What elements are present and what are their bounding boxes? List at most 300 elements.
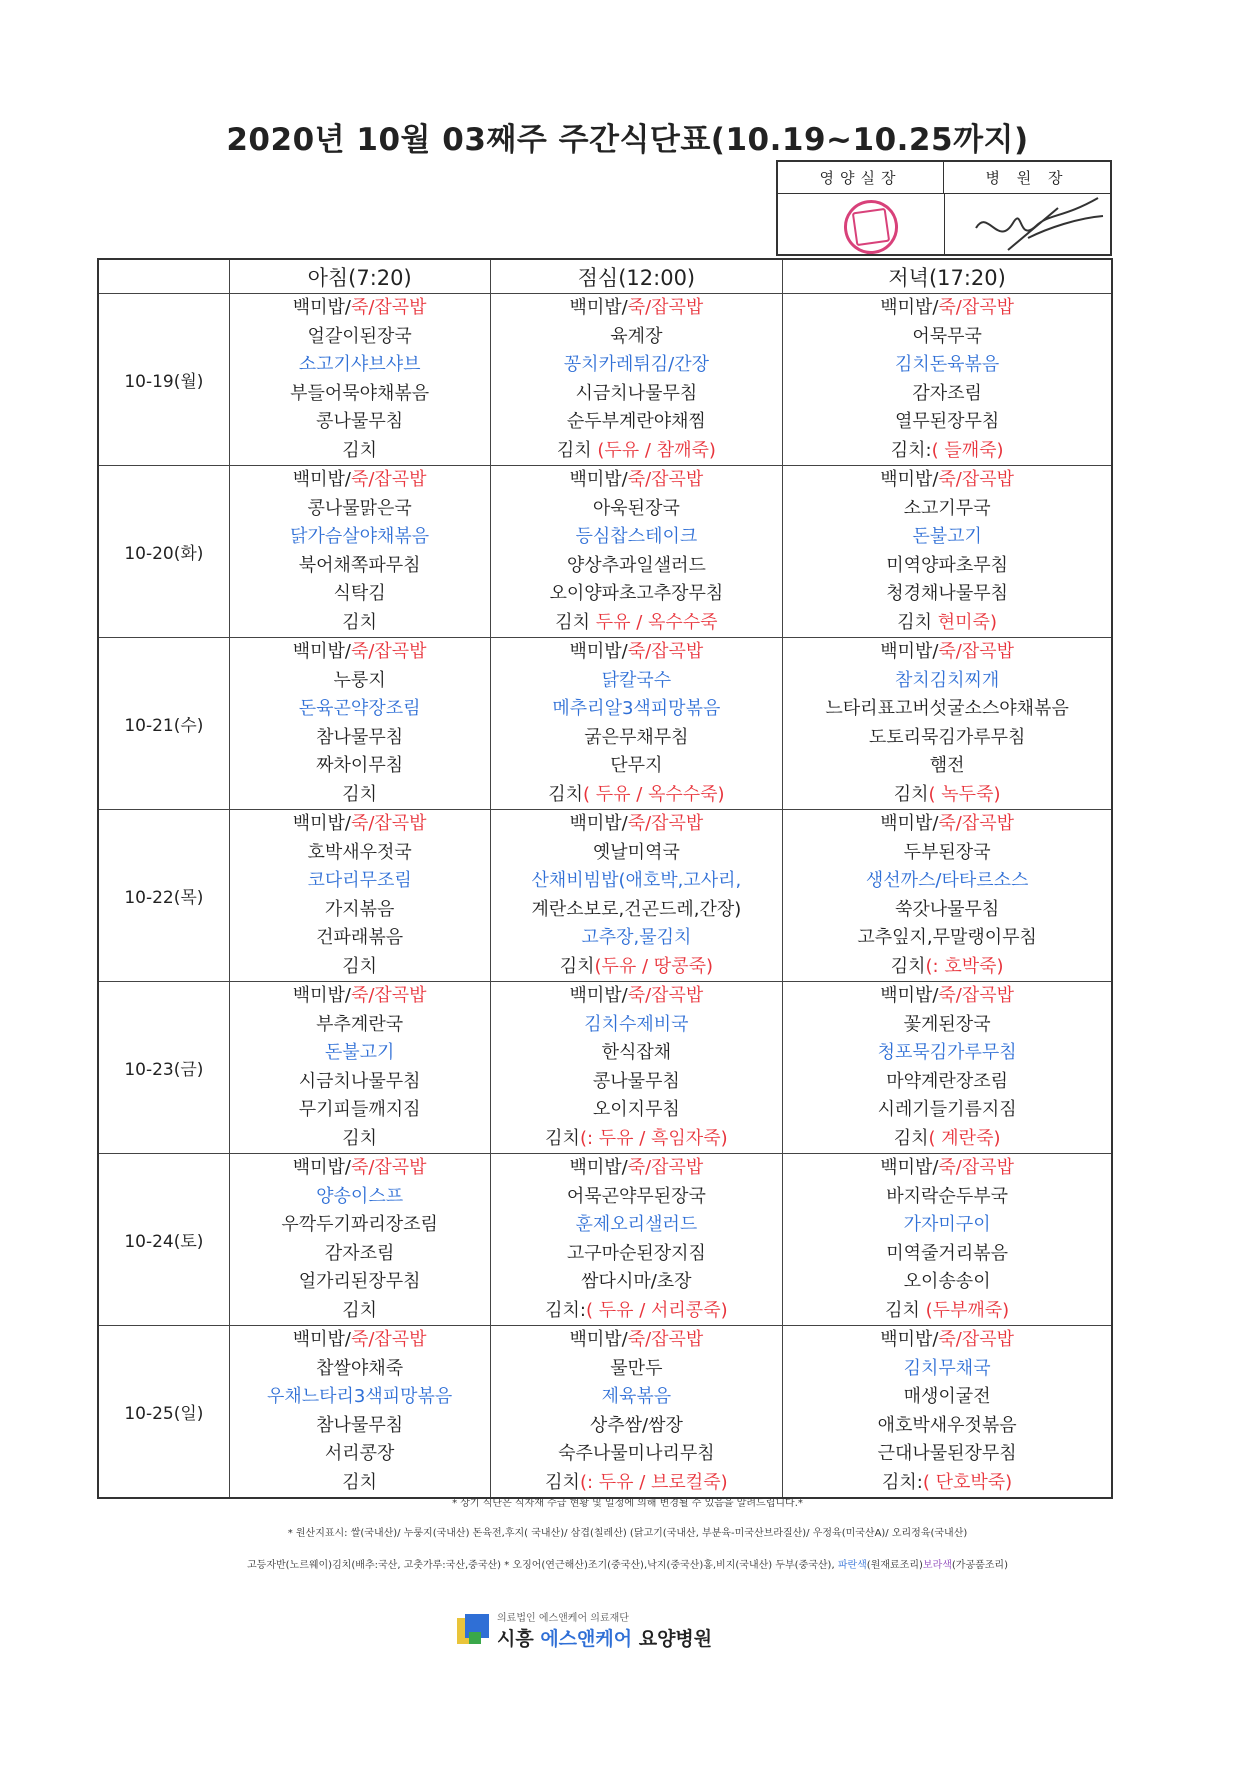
hospital-logo	[455, 1608, 755, 1652]
logo-suffix: 요양병원	[632, 1628, 713, 1650]
menu-item-text: 돈육곤약장조림	[298, 698, 421, 719]
menu-item-text: 참나물무침	[316, 1414, 404, 1436]
menu-item-text: 두유 / 옥수수죽	[595, 611, 718, 633]
menu-item-text: 김치	[548, 783, 583, 805]
legend-blue-desc: (원재료조리)	[866, 1560, 923, 1571]
menu-item	[491, 523, 783, 552]
logo-brand: 에스앤케어	[540, 1628, 633, 1650]
menu-item	[491, 1355, 783, 1384]
menu-day-row	[98, 810, 1112, 982]
menu-item-text: 백미밥/	[292, 641, 351, 662]
menu-item-text: 김치수제비국	[584, 1013, 689, 1035]
menu-item	[230, 1326, 490, 1355]
menu-item	[491, 351, 783, 380]
menu-item-text: 백미밥/	[880, 1329, 939, 1350]
menu-item	[491, 1011, 783, 1040]
menu-item-text: 김치	[555, 611, 596, 633]
menu-item-text: 김치	[342, 783, 378, 805]
menu-item-text: 백미밥/	[292, 297, 351, 318]
menu-item-text: 가자미구이	[903, 1214, 991, 1235]
menu-item-text: 백미밥/	[569, 813, 628, 834]
menu-item	[491, 924, 783, 953]
menu-item	[230, 437, 490, 466]
origin-notice-2	[0, 1556, 1255, 1571]
menu-item-text: 우채느타리3색피망볶음	[266, 1386, 453, 1407]
menu-item	[783, 667, 1111, 696]
day-date-cell: 10-25(일)	[98, 1326, 229, 1499]
menu-item	[783, 1355, 1111, 1384]
menu-item-text: 백미밥/	[880, 641, 939, 662]
menu-header-row	[98, 259, 1112, 294]
menu-item	[230, 1383, 490, 1412]
menu-item	[783, 1068, 1111, 1097]
menu-item-text: 죽/잡곡밥	[350, 469, 427, 490]
menu-item-text: 코다리무조림	[307, 870, 412, 891]
menu-item	[230, 695, 490, 724]
menu-item-text: ( 두유 / 옥수수죽)	[582, 783, 725, 805]
lunch-cell	[490, 810, 783, 982]
menu-item-text: 김치	[342, 439, 378, 461]
hospital-logo-icon	[455, 1612, 491, 1648]
legend-purple-desc: (가공품조리)	[951, 1560, 1008, 1571]
menu-item-text: 쌈다시마/초장	[581, 1271, 692, 1292]
menu-item-text: 시금치나물무침	[575, 382, 698, 404]
day-date-cell: 10-22(목)	[98, 810, 229, 982]
menu-item-text: 백미밥/	[880, 1157, 939, 1178]
menu-item	[783, 1211, 1111, 1240]
menu-item	[783, 1011, 1111, 1040]
menu-item	[491, 1039, 783, 1068]
menu-item	[230, 1011, 490, 1040]
breakfast-cell	[229, 982, 490, 1154]
menu-item-text: 백미밥/	[292, 813, 351, 834]
menu-item	[783, 380, 1111, 409]
menu-item-text: 고추장,물김치	[581, 927, 692, 948]
menu-item	[783, 1039, 1111, 1068]
menu-item-text: 꽃게된장국	[903, 1013, 991, 1035]
menu-item	[783, 867, 1111, 896]
menu-item	[230, 1125, 490, 1154]
menu-item	[783, 982, 1111, 1011]
lunch-cell	[490, 982, 783, 1154]
menu-item-text: 죽/잡곡밥	[627, 985, 704, 1006]
menu-item-text: 죽/잡곡밥	[938, 641, 1015, 662]
menu-item-text: 오이송송이	[903, 1271, 991, 1292]
menu-item-text: 짜차이무침	[316, 755, 404, 776]
menu-item-text: 소고기샤브샤브	[298, 354, 421, 375]
menu-item-text: 양송이스프	[316, 1185, 404, 1207]
menu-item	[491, 294, 783, 323]
menu-item	[230, 839, 490, 868]
menu-item-text: 백미밥/	[880, 297, 939, 318]
menu-item-text: 단무지	[610, 755, 663, 776]
menu-item-text: 죽/잡곡밥	[627, 1329, 704, 1350]
day-date-cell: 10-24(토)	[98, 1154, 229, 1326]
menu-item	[230, 466, 490, 495]
menu-item-text: 백미밥/	[880, 469, 939, 490]
breakfast-cell	[229, 638, 490, 810]
menu-item-text: 가지볶음	[324, 898, 395, 920]
menu-item	[783, 781, 1111, 810]
menu-item	[491, 1268, 783, 1297]
menu-item-text: 고구마순된장지짐	[566, 1242, 706, 1264]
menu-item	[230, 580, 490, 609]
menu-item	[783, 1125, 1111, 1154]
menu-item-text: 무기피들깨지짐	[298, 1099, 421, 1120]
menu-item-text: 제육볶음	[601, 1386, 672, 1407]
menu-item-text: 계란소보로,건곤드레,간장)	[531, 898, 742, 920]
menu-item-text: 마약계란장조림	[886, 1070, 1008, 1092]
menu-item-text: 청경채나물무침	[886, 583, 1008, 604]
menu-item-text: 죽/잡곡밥	[938, 985, 1015, 1006]
menu-day-row	[98, 466, 1112, 638]
menu-item-text: 백미밥/	[569, 297, 628, 318]
menu-item-text: 감자조림	[324, 1242, 395, 1264]
menu-item	[230, 752, 490, 781]
approval-divider	[944, 194, 945, 254]
menu-item-text: 오이양파초고추장무침	[549, 583, 724, 604]
menu-item	[783, 924, 1111, 953]
menu-item-text: (두유 / 참깨죽)	[597, 439, 716, 461]
menu-item	[491, 1383, 783, 1412]
menu-body	[98, 294, 1112, 1499]
menu-item-text: ( 녹두죽)	[928, 783, 1001, 805]
menu-item	[491, 1326, 783, 1355]
menu-item	[230, 523, 490, 552]
logo-city: 시흥	[497, 1628, 541, 1650]
menu-item-text: 백미밥/	[292, 469, 351, 490]
dinner-cell	[783, 1326, 1112, 1499]
menu-item	[783, 1326, 1111, 1355]
menu-day-row	[98, 638, 1112, 810]
menu-item	[783, 1440, 1111, 1469]
menu-item-text: 죽/잡곡밥	[938, 297, 1015, 318]
menu-item-text: 순두부계란야채찜	[566, 411, 706, 432]
menu-item	[491, 466, 783, 495]
menu-item-text: 참나물무침	[316, 726, 404, 748]
menu-item-text: 김치	[893, 783, 929, 805]
menu-item	[491, 1412, 783, 1441]
menu-item	[230, 1297, 490, 1326]
menu-item-text: 누룽지	[333, 669, 386, 691]
menu-item-text: 백미밥/	[292, 1157, 351, 1178]
menu-item-text: 김치	[897, 611, 938, 633]
menu-item-text: 육계장	[610, 325, 663, 347]
menu-item-text: 죽/잡곡밥	[627, 813, 704, 834]
menu-item-text: 백미밥/	[569, 1329, 628, 1350]
menu-item	[783, 495, 1111, 524]
page-title: 2020년 10월 03째주 주간식단표(10.19~10.25까지)	[226, 122, 1029, 158]
menu-item-text: 애호박새우젓볶음	[877, 1414, 1017, 1436]
menu-item-text: 죽/잡곡밥	[350, 813, 427, 834]
menu-item	[491, 896, 783, 925]
menu-item-text: 닭칼국수	[601, 669, 672, 691]
menu-item-text: 쑥갓나물무침	[894, 898, 1000, 920]
menu-item-text: 미역줄거리볶음	[886, 1242, 1008, 1264]
menu-item	[230, 1240, 490, 1269]
menu-item	[230, 1154, 490, 1183]
menu-item-text: (: 두유 / 브로컬죽)	[579, 1471, 728, 1493]
menu-item	[783, 1469, 1111, 1498]
menu-item-text: 콩나물맑은국	[307, 497, 412, 519]
menu-item-text: 죽/잡곡밥	[350, 985, 427, 1006]
legend-blue-label: 파란색	[837, 1560, 867, 1571]
menu-item-text: 감자조림	[912, 382, 982, 404]
menu-item	[230, 1096, 490, 1125]
menu-item-text: 양상추과일샐러드	[566, 554, 706, 576]
menu-item-text: (: 호박죽)	[925, 955, 1004, 977]
menu-item-text: 김치	[342, 611, 378, 633]
menu-item	[491, 323, 783, 352]
menu-item-text: 김치	[342, 1127, 378, 1149]
menu-item-text: 죽/잡곡밥	[350, 641, 427, 662]
menu-item	[783, 724, 1111, 753]
menu-item	[491, 839, 783, 868]
menu-item	[783, 408, 1111, 437]
header-lunch: 점심(12:00)	[490, 259, 783, 294]
menu-item-text: 메추리알3색피망볶음	[552, 698, 721, 719]
lunch-cell	[490, 1326, 783, 1499]
origin-notice-1: * 원산지표시: 쌀(국내산)/ 누룽지(국내산) 돈육전,후지( 국내산)/ 삼겹(칠레산) (닭고기(국내산, 부분육-미국산브라질산)/ 우정육(미국산A)/ 오리정육(국내산)	[287, 1528, 968, 1539]
menu-item	[230, 781, 490, 810]
menu-item	[491, 638, 783, 667]
logo-title	[497, 1624, 712, 1651]
dinner-cell	[783, 294, 1112, 466]
menu-item	[491, 1096, 783, 1125]
menu-item	[783, 1383, 1111, 1412]
day-date-cell: 10-21(수)	[98, 638, 229, 810]
menu-item	[783, 1154, 1111, 1183]
menu-item	[230, 1039, 490, 1068]
menu-item	[230, 495, 490, 524]
menu-item	[491, 1125, 783, 1154]
menu-day-row	[98, 982, 1112, 1154]
menu-item	[783, 1297, 1111, 1326]
menu-item-text: 오이지무침	[592, 1099, 680, 1120]
menu-item-text: 죽/잡곡밥	[350, 297, 427, 318]
menu-item	[491, 695, 783, 724]
menu-item-text: 김치	[893, 1127, 929, 1149]
menu-item	[783, 294, 1111, 323]
menu-item-text: 우깍두기꽈리장조림	[281, 1214, 438, 1235]
menu-item-text: (: 두유 / 흑임자죽)	[579, 1127, 728, 1149]
menu-item-text: 얼가리된장무침	[298, 1271, 421, 1292]
menu-item	[491, 810, 783, 839]
menu-item-text: 백미밥/	[880, 813, 939, 834]
menu-item-text: 도토리묵김가루무침	[868, 726, 1026, 748]
menu-item-text: 소고기무국	[903, 497, 991, 519]
menu-item-text: 김치	[342, 1471, 378, 1493]
menu-item	[230, 1211, 490, 1240]
menu-item-text: 물만두	[610, 1357, 663, 1379]
menu-item-text: 죽/잡곡밥	[938, 813, 1015, 834]
breakfast-cell	[229, 466, 490, 638]
menu-item	[230, 1068, 490, 1097]
menu-day-row	[98, 1154, 1112, 1326]
menu-item-text: 산채비빔밥(애호박,고사리,	[531, 870, 742, 891]
seal-stamp-icon	[841, 197, 902, 258]
breakfast-cell	[229, 810, 490, 982]
lunch-cell	[490, 1154, 783, 1326]
breakfast-cell	[229, 1154, 490, 1326]
menu-item-text: 어묵무국	[912, 325, 982, 347]
weekly-menu-table	[97, 258, 1113, 1499]
dinner-cell	[783, 1154, 1112, 1326]
menu-item	[230, 953, 490, 982]
menu-item	[491, 437, 783, 466]
menu-day-row	[98, 294, 1112, 466]
menu-item-text: 죽/잡곡밥	[350, 1329, 427, 1350]
menu-item-text: 김치무채국	[903, 1357, 991, 1379]
menu-item-text: 호박새우젓국	[307, 841, 412, 863]
menu-item	[783, 552, 1111, 581]
menu-item-text: 콩나물무침	[316, 411, 404, 432]
menu-item-text: 옛날미역국	[592, 841, 680, 863]
menu-item	[783, 466, 1111, 495]
header-date-cell	[98, 259, 229, 294]
menu-item-text: 두부된장국	[903, 841, 991, 863]
menu-item	[491, 1183, 783, 1212]
lunch-cell	[490, 294, 783, 466]
menu-item	[491, 667, 783, 696]
menu-item	[491, 867, 783, 896]
approval-box	[776, 160, 1112, 256]
menu-item-text: 김치	[890, 955, 926, 977]
menu-item-text: 시금치나물무침	[298, 1070, 421, 1092]
menu-item	[230, 1268, 490, 1297]
day-date-cell: 10-23(금)	[98, 982, 229, 1154]
menu-item	[230, 380, 490, 409]
menu-item-text: 백미밥/	[569, 985, 628, 1006]
menu-item	[230, 896, 490, 925]
menu-item	[783, 1240, 1111, 1269]
dinner-cell	[783, 638, 1112, 810]
dinner-cell	[783, 810, 1112, 982]
lunch-cell	[490, 466, 783, 638]
header-dinner: 저녁(17:20)	[783, 259, 1112, 294]
menu-item	[783, 896, 1111, 925]
menu-item	[783, 810, 1111, 839]
menu-item	[491, 1211, 783, 1240]
menu-item-text: 바지락순두부국	[886, 1185, 1008, 1207]
logo-subtitle: 의료법인 에스앤케어 의료재단	[497, 1613, 629, 1624]
menu-item	[491, 953, 783, 982]
menu-item	[230, 323, 490, 352]
menu-item	[230, 638, 490, 667]
menu-item-text: 꽁치카레튀김/간장	[563, 354, 709, 375]
menu-item-text: 부들어묵야채볶음	[290, 382, 430, 404]
dinner-cell	[783, 466, 1112, 638]
menu-item	[230, 982, 490, 1011]
menu-item	[491, 380, 783, 409]
menu-item-text: 숙주나물미나리무침	[558, 1443, 715, 1464]
menu-item	[230, 1183, 490, 1212]
menu-item	[783, 1096, 1111, 1125]
menu-item-text: 돈불고기	[912, 526, 982, 547]
menu-item-text: 죽/잡곡밥	[938, 1329, 1015, 1350]
menu-item-text: 열무된장무침	[894, 411, 1000, 432]
menu-item-text: 백미밥/	[880, 985, 939, 1006]
approval-label-director: 병 원 장	[944, 162, 1110, 194]
menu-item	[491, 752, 783, 781]
menu-item-text: (두부깨죽)	[925, 1299, 1010, 1321]
menu-item-text: 돈불고기	[324, 1042, 395, 1063]
menu-item-text: 백미밥/	[569, 641, 628, 662]
menu-item-text: ( 두유 / 서리콩죽)	[586, 1299, 728, 1321]
menu-item	[491, 495, 783, 524]
menu-item-text: 시레기들기름지짐	[877, 1099, 1017, 1120]
menu-item-text: 아욱된장국	[592, 497, 680, 519]
menu-item-text: 김치	[342, 955, 378, 977]
menu-item-text: 찹쌀야채죽	[316, 1357, 404, 1379]
lunch-cell	[490, 638, 783, 810]
menu-item-text: 훈제오리샐러드	[575, 1214, 698, 1235]
dinner-cell	[783, 982, 1112, 1154]
menu-item	[783, 323, 1111, 352]
menu-item-text: 매생이굴전	[903, 1386, 991, 1407]
menu-item	[230, 408, 490, 437]
menu-item-text: 죽/잡곡밥	[938, 469, 1015, 490]
menu-item-text: (두유 / 땅콩죽)	[594, 955, 714, 977]
menu-item	[783, 351, 1111, 380]
menu-item	[230, 724, 490, 753]
menu-item-text: 참치김치찌개	[894, 669, 1000, 691]
menu-item-text: 햄전	[929, 755, 965, 776]
menu-day-row	[98, 1326, 1112, 1499]
menu-item-text: 김치:	[545, 1299, 586, 1321]
origin-notice-2-text: 고등자반(노르웨이)김치(배추:국산, 고춧가루:국산,중국산) * 오징어(연근해산)조기(중국산),낙지(중국산)홍,비지(국내산) 두부(중국산),	[247, 1560, 838, 1571]
menu-item-text: 청포묵김가루무침	[877, 1042, 1017, 1063]
menu-item	[491, 580, 783, 609]
menu-item	[783, 1183, 1111, 1212]
menu-item-text: 콩나물무침	[592, 1070, 680, 1092]
menu-item	[491, 1240, 783, 1269]
day-date-cell: 10-20(화)	[98, 466, 229, 638]
menu-item-text: 북어채쪽파무침	[298, 554, 421, 576]
menu-item	[491, 1154, 783, 1183]
menu-item	[491, 609, 783, 638]
menu-item-text: 김치	[342, 1299, 378, 1321]
menu-item-text: ( 들깨죽)	[931, 439, 1004, 461]
menu-item-text: 생선까스/타타르소스	[865, 870, 1029, 891]
menu-item	[230, 810, 490, 839]
menu-item-text: 김치	[559, 955, 595, 977]
legend-purple-label: 보라색	[922, 1560, 952, 1571]
menu-item-text: 죽/잡곡밥	[627, 641, 704, 662]
menu-item-text: 김치	[545, 1127, 580, 1149]
menu-item	[783, 695, 1111, 724]
menu-item	[491, 781, 783, 810]
menu-item-text: 백미밥/	[292, 1329, 351, 1350]
menu-item-text: 어묵곤약무된장국	[566, 1185, 706, 1207]
approval-label-nutritionist: 영양실장	[778, 162, 944, 194]
menu-item	[230, 924, 490, 953]
menu-item	[230, 1440, 490, 1469]
menu-item-text: 느타리표고버섯굴소스야채볶음	[825, 698, 1069, 719]
menu-item-text: 한식잡채	[601, 1042, 672, 1063]
breakfast-cell	[229, 294, 490, 466]
menu-item-text: 죽/잡곡밥	[938, 1157, 1015, 1178]
signature-icon	[968, 188, 1108, 254]
menu-item-text: 미역양파초무침	[886, 554, 1008, 576]
menu-item	[783, 523, 1111, 552]
menu-item-text: ( 계란죽)	[928, 1127, 1001, 1149]
menu-item	[230, 294, 490, 323]
menu-item-text: 등심찹스테이크	[575, 526, 698, 547]
menu-item	[491, 1440, 783, 1469]
breakfast-cell	[229, 1326, 490, 1499]
menu-item-text: 굵은무채무침	[584, 726, 689, 748]
